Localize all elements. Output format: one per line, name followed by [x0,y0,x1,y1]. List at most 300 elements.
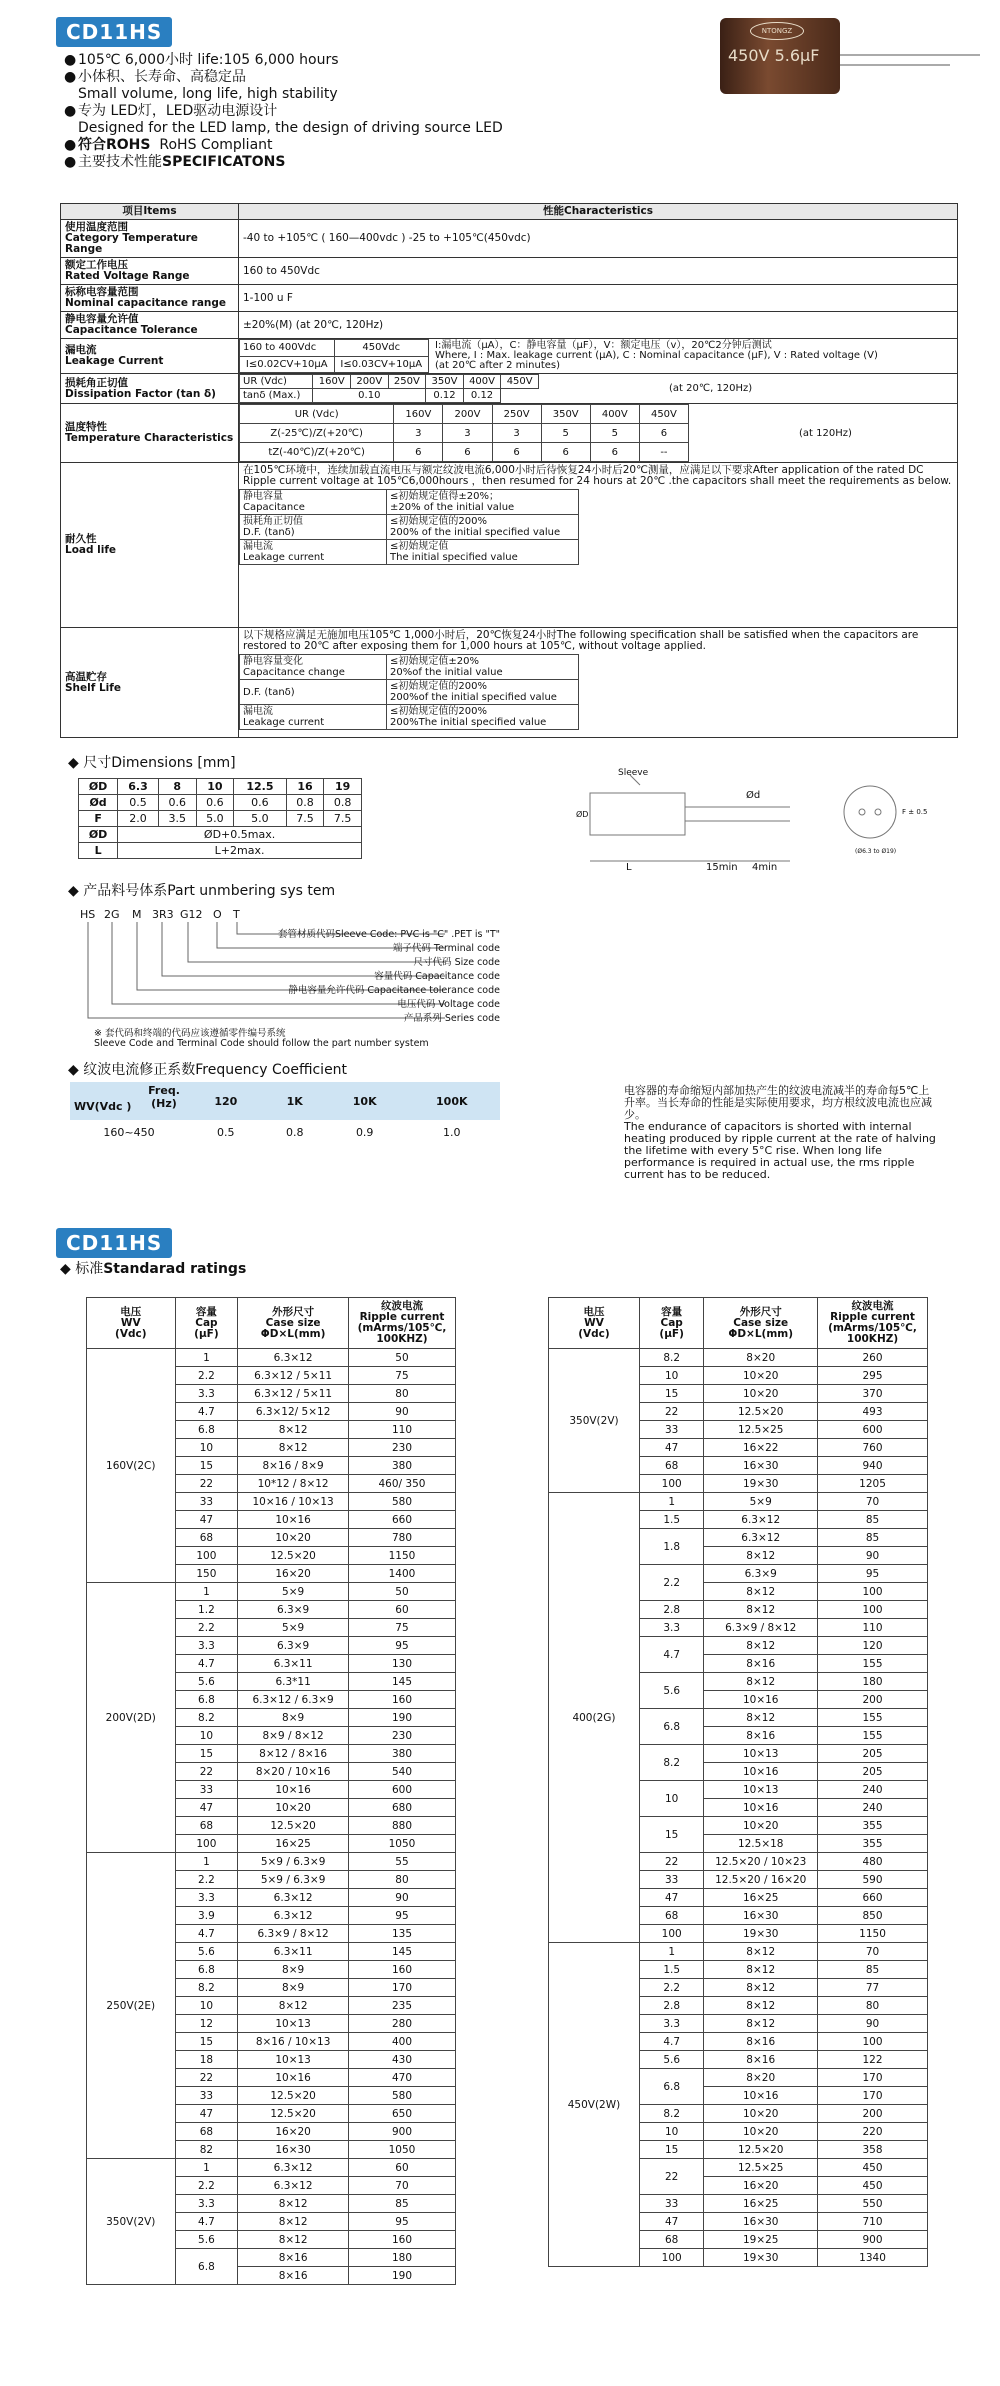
ratings-head-line: Cap [660,1316,683,1329]
ratings-ripple: 75 [348,1367,455,1385]
ratings-size: 12.5×20 / 10×23 [704,1853,818,1871]
tc-v350: 350V [541,405,590,424]
ratings-cap: 3.3 [639,2015,703,2033]
ratings-cap: 22 [639,2159,703,2195]
ratings-ripple: 160 [348,2231,455,2249]
ratings-ripple: 760 [818,1439,928,1457]
ratings-cap: 3.3 [639,1619,703,1637]
ratings-row [87,1349,456,1367]
ratings-size: 8×9 [238,1979,349,1997]
ratings-ripple: 90 [348,1889,455,1907]
ratings-voltage: 450V(2W) [549,1943,640,2267]
partnum-title: ◆ 产品料号体系Part unmbering sys tem [68,883,336,899]
ll-df-v2: 200% of the initial specified value [390,527,561,538]
ratings-head-line: 外形尺寸 [739,1305,782,1318]
ratings-cap: 15 [639,1385,703,1403]
leak-note1: I:漏电流（μA），C：静电容量（μF），V：额定电压（v），20℃2分钟后测试 [435,340,772,351]
freq-note-cn: 电容器的寿命缩短内部加热产生的纹波电流减半的寿命每5℃上升率。当长寿命的性能是实际使用要求，均方根纹波电流也应减少。 [624,1084,932,1121]
ratings-row [87,1853,456,1871]
dim-cell: ØD+0.5max. [118,827,362,843]
ratings-size: 8×12 [704,1997,818,2015]
pn-note1: ※ 套代码和终端的代码应该遵循零件编号系统 [94,1028,286,1039]
ratings-size: 8×12 [704,1601,818,1619]
ratings-size: 10×16 / 10×13 [238,1493,349,1511]
ratings-cap: 68 [639,1907,703,1925]
ratings-cap: 1.5 [639,1961,703,1979]
dim-cell: 6.3 [118,779,159,795]
ratings-cap: 12 [175,2015,238,2033]
freq-col: 120 [188,1082,264,1120]
dim-cell: Ød [79,795,118,811]
ratings-ripple: 75 [348,1619,455,1637]
ratings-cap: 2.2 [175,2177,238,2195]
ll-lc-en: Leakage current [243,552,325,563]
ratings-cap: 22 [639,1853,703,1871]
ratings-size: 5×9 [238,1619,349,1637]
ratings-row [87,1583,456,1601]
ratings-size: 19×30 [704,2249,818,2267]
sl-cn: 高温贮存 [65,670,107,683]
tc-r2-v: 6 [443,443,492,462]
ratings-ripple: 850 [818,1907,928,1925]
pn-code: O [213,908,222,921]
ratings-cap: 4.7 [175,1925,238,1943]
tc-r1-v: 3 [443,424,492,443]
ratings-cap: 15 [639,2141,703,2159]
ratings-head-line: 电压 [583,1305,605,1318]
ratings-cap: 68 [175,2123,238,2141]
ratings-ripple: 660 [348,1511,455,1529]
len4-label: 4min [752,862,778,873]
ratings-cap: 6.8 [175,1691,238,1709]
ratings-size: 5×9 / 6.3×9 [238,1871,349,1889]
sl-df-en: D.F. (tanδ) [243,686,295,698]
ratings-head-line: 100KHZ) [376,1333,428,1345]
ratings-ripple: 470 [348,2069,455,2087]
cap-cn: 标称电容量范围 [65,286,139,298]
ratings-size: 10×20 [704,1367,818,1385]
df-v160: 160V [313,375,351,389]
ratings-size: 6.3×12 [238,1907,349,1925]
ratings-size: 12.5×20 [704,1403,818,1421]
df-tan: tanδ (Max.) [240,389,313,403]
ratings-ripple: 145 [348,1673,455,1691]
ratings-title-en: Standarad ratings [103,1261,247,1277]
ratings-cap: 1 [175,1853,238,1871]
ratings-size: 8×12 [238,2213,349,2231]
ratings-size: 8×16 / 10×13 [238,2033,349,2051]
ratings-ripple: 145 [348,1943,455,1961]
ratings-cap: 47 [639,2213,703,2231]
ratings-size: 6.3×11 [238,1655,349,1673]
ratings-cap: 1 [175,1349,238,1367]
ratings-ripple: 70 [348,2177,455,2195]
dim-cell: ØD [79,827,118,843]
dimensions-table [78,778,362,859]
ratings-head-line: (μF) [194,1327,219,1340]
capacitor-label: 450V 5.6μF [728,46,820,65]
ratings-cap: 15 [175,1745,238,1763]
df-v400: 400V [463,375,501,389]
pn-note2: Sleeve Code and Terminal Code should follow the part number system [94,1038,429,1049]
ratings-cap: 5.6 [175,2231,238,2249]
ratings-ripple: 190 [348,1709,455,1727]
ratings-voltage: 250V(2E) [87,1853,176,2159]
ratings-cap: 68 [175,1529,238,1547]
ratings-size: 10×13 [238,2051,349,2069]
ratings-head-line: (Vdc) [578,1327,610,1340]
ratings-head-line: 容量 [195,1305,217,1318]
ratings-size: 8×12 [704,1583,818,1601]
ratings-ripple: 205 [818,1745,928,1763]
dim-cell: 2.0 [118,811,159,827]
ratings-ripple: 230 [348,1727,455,1745]
sl-text: 以下规格应满足无施加电压105℃ 1,000小时后，20℃恢复24小时The following specification shall be satisfied when the capacitors are restored to 20℃ after exposing them for 1,000 hours at 105℃, without voltage applied. [243,629,919,652]
ll-df-en: D.F. (tanδ) [243,527,295,538]
dim-cell: 16 [286,779,324,795]
ratings-cap: 3.3 [175,1637,238,1655]
ratings-head [549,1298,640,1349]
tc-r1-v: 3 [394,424,443,443]
leak-en: Leakage Current [65,355,164,367]
spec-table [60,203,958,738]
ratings-cap: 8.2 [639,2105,703,2123]
ratings-head-line: WV [584,1316,604,1329]
ratings-cap: 10 [639,1367,703,1385]
pn-line: 端子代码 Terminal code [392,943,500,954]
ratings-ripple: 50 [348,1583,455,1601]
ratings-head-line: Ripple current [359,1311,445,1323]
ratings-size: 19×30 [704,1475,818,1493]
ratings-ripple: 80 [348,1385,455,1403]
ratings-ripple: 100 [818,1583,928,1601]
ratings-ripple: 95 [818,1565,928,1583]
ratings-ripple: 160 [348,1961,455,1979]
ratings-cap: 6.8 [175,1421,238,1439]
volt-en: Rated Voltage Range [65,270,190,282]
ratings-ripple: 580 [348,2087,455,2105]
freq-table [70,1082,500,1145]
ratings-head [639,1298,703,1349]
ratings-head-line: Ripple current [830,1311,915,1323]
ratings-head [818,1298,928,1349]
freq-col: 1K [264,1082,326,1120]
ratings-badge: CD11HS [56,1228,172,1258]
ratings-cap: 6.8 [639,2069,703,2105]
dimension-drawing [560,765,830,875]
ratings-cap: 1.5 [639,1511,703,1529]
ratings-ripple: 355 [818,1835,928,1853]
ratings-size: 6.3×12 [704,1529,818,1547]
ratings-ripple: 205 [818,1763,928,1781]
sl-lc-en: Leakage current [243,717,325,728]
ratings-size: 8×16 [704,2051,818,2069]
ratings-size: 16×22 [704,1439,818,1457]
ratings-size: 16×25 [704,1889,818,1907]
ratings-ripple: 450 [818,2159,928,2177]
ratings-cap: 5.6 [175,1943,238,1961]
tc-v400: 400V [590,405,639,424]
ratings-ripple: 660 [818,1889,928,1907]
tc-v160: 160V [394,405,443,424]
ratings-size: 10×13 [704,1745,818,1763]
ratings-cap: 47 [175,1511,238,1529]
ratings-size: 12.5×25 [704,1421,818,1439]
ratings-ripple: 85 [818,1529,928,1547]
ratings-size: 8×20 [704,2069,818,2087]
ratings-row [549,1349,928,1367]
ratings-ripple: 1150 [818,1925,928,1943]
ratings-cap: 1.8 [639,1529,703,1565]
ratings-cap: 2.2 [175,1871,238,1889]
ratings-head [87,1298,176,1349]
df-cn: 损耗角正切值 [65,376,128,389]
ratings-size: 16×30 [704,2213,818,2231]
feature-small-cn: 小体积、长寿命、高稳定品 [78,69,246,85]
ratings-size: 8×12 [704,1961,818,1979]
partnum-title-text: 产品料号体系Part unmbering sys tem [83,883,336,899]
feature-small-en: Small volume, long life, high stability [78,86,338,102]
ratings-size: 12.5×20 [704,2141,818,2159]
ratings-size: 6.3×12 / 5×11 [238,1385,349,1403]
ratings-row [87,2159,456,2177]
freq-note-en: The endurance of capacitors is shorted with internal heating produced by ripple current at the rate of halving the lifetime with every 5°C rise. When long life performance is required in actual use, the rms ripple current has to be reduced. [624,1120,936,1181]
ratings-head-line: WV [120,1316,141,1329]
pn-code: M [132,908,142,921]
dim-cell: 10 [196,779,234,795]
cap-en: Nominal capacitance range [65,297,227,309]
pn-line: 套管材质代码Sleeve Code: PVC is "C" .PET is "T" [278,929,500,940]
ratings-cap: 15 [175,2033,238,2051]
tol-val: ±20%(M) (at 20℃, 120Hz) [239,312,958,339]
ratings-size: 6.3×12 [238,1889,349,1907]
ratings-cap: 3.9 [175,1907,238,1925]
sleeve-label: Sleeve [618,768,649,778]
ratings-size: 5×9 [238,1583,349,1601]
tc-r1-v: 5 [590,424,639,443]
ratings-size: 8×12 [704,1673,818,1691]
ratings-ripple: 380 [348,1745,455,1763]
ratings-voltage: 160V(2C) [87,1349,176,1583]
tc-r2-v: 6 [590,443,639,462]
ratings-size: 6.3×9 [704,1565,818,1583]
ratings-cap: 8.2 [175,1979,238,1997]
ratings-ripple: 650 [348,2105,455,2123]
ratings-ripple: 590 [818,1871,928,1889]
pn-line: 容量代码 Capacitance code [374,971,500,982]
ratings-cap: 1.2 [175,1601,238,1619]
ratings-ripple: 160 [348,1691,455,1709]
ratings-cap: 47 [639,1439,703,1457]
ratings-ripple: 155 [818,1655,928,1673]
df-val3: 0.12 [463,389,501,403]
ratings-ripple: 135 [348,1925,455,1943]
ratings-cap: 100 [175,1835,238,1853]
ratings-size: 16×25 [238,1835,349,1853]
ratings-ripple: 122 [818,2051,928,2069]
ratings-cap: 4.7 [175,1403,238,1421]
feature-life: 105℃ 6,000小时 life:105 6,000 hours [78,52,339,68]
ratings-ripple: 600 [348,1781,455,1799]
cap-val: 1-100 u F [239,285,958,312]
pn-line: 电压代码 Voltage code [397,999,500,1010]
ratings-ripple: 50 [348,1349,455,1367]
tc-note: (at 120Hz) [799,427,852,439]
tol-cn: 静电容量允许值 [65,313,139,325]
ratings-size: 10×16 [238,1511,349,1529]
dim-cell: 0.6 [196,795,234,811]
ratings-size: 12.5×20 [238,1817,349,1835]
freq-col: 10K [326,1082,404,1120]
ll-cn: 耐久性 [65,533,97,545]
ratings-ripple: 95 [348,1637,455,1655]
tc-cn: 温度特性 [65,421,107,433]
ratings-cap: 6.8 [639,1709,703,1745]
ratings-ripple: 358 [818,2141,928,2159]
freq-value: 0.8 [285,1126,304,1139]
leak-a: 160 to 400Vdc [240,340,335,357]
ratings-size: 10×20 [238,1799,349,1817]
ratings-cap: 100 [639,1925,703,1943]
ratings-ripple: 77 [818,1979,928,1997]
ratings-cap: 8.2 [639,1349,703,1367]
ratings-ripple: 900 [348,2123,455,2141]
ratings-ripple: 110 [348,1421,455,1439]
ratings-ripple: 190 [348,2267,455,2285]
freq-head-freq: Freq.(Hz) [148,1084,180,1110]
ratings-cap: 33 [639,1421,703,1439]
ratings-ripple: 400 [348,2033,455,2051]
ratings-size: 8×9 [238,1961,349,1979]
ratings-cap: 22 [175,1475,238,1493]
ratings-cap: 22 [175,1763,238,1781]
volt-cn: 额定工作电压 [65,259,128,271]
ratings-size: 8×12 / 8×16 [238,1745,349,1763]
ratings-ripple: 85 [348,2195,455,2213]
sl-cap-v1: ≤初始规定值±20% [390,656,479,667]
ratings-ripple: 180 [348,2249,455,2267]
ratings-ripple: 1340 [818,2249,928,2267]
ratings-size: 10×16 [704,1763,818,1781]
f-label: F ± 0.5 [902,808,928,816]
ratings-size: 16×20 [238,2123,349,2141]
ratings-ripple: 55 [348,1853,455,1871]
dimensions-title-text: 尺寸Dimensions [mm] [83,755,236,771]
ll-text: 在105℃环境中，连续加载直流电压与额定纹波电流6,000小时后待恢复24小时后20℃测量，应满足以下要求After application of the rated DC Ripple current voltage at 105℃6,000hours ，then resumed for 24 hours at 20℃ .the capacitors shall meet the requirements as below. [243,464,952,487]
ratings-ripple: 220 [818,2123,928,2141]
ratings-ripple: 580 [348,1493,455,1511]
dimensions-title: ◆ 尺寸Dimensions [mm] [68,755,236,771]
ratings-size: 12.5×25 [704,2159,818,2177]
tc-r2: tZ(-40℃)/Z(+20℃) [240,443,394,462]
ll-en: Load life [65,544,117,556]
ratings-ripple: 380 [348,1457,455,1475]
ratings-size: 10×20 [704,2123,818,2141]
df-note: (at 20℃, 120Hz) [669,383,753,394]
ratings-ripple: 1150 [348,1547,455,1565]
ratings-ripple: 90 [818,1547,928,1565]
dim-cell: 0.8 [286,795,324,811]
ratings-table-left [86,1297,456,2285]
ratings-cap: 4.7 [175,1655,238,1673]
ratings-cap: 47 [175,2105,238,2123]
ratings-size: 6.3×9 / 8×12 [704,1619,818,1637]
ratings-cap: 2.2 [175,1367,238,1385]
dim-cell: 19 [324,779,362,795]
ratings-size: 10*12 / 8×12 [238,1475,349,1493]
ratings-head-line: 纹波电流 [380,1300,423,1312]
tol-en: Capacitance Tolerance [65,324,198,336]
ratings-size: 16×25 [704,2195,818,2213]
ratings-cap: 2.8 [639,1997,703,2015]
tc-en: Temperature Characteristics [65,432,234,444]
ratings-size: 8×12 [238,1421,349,1439]
ratings-ripple: 900 [818,2231,928,2249]
df-val2: 0.12 [426,389,464,403]
sl-cap-cn: 静电容量变化 [243,656,303,667]
spec-title-cn: 主要技术性能 [78,154,162,170]
ratings-ripple: 100 [818,2033,928,2051]
ratings-ripple: 260 [818,1349,928,1367]
ratings-head-line: (Vdc) [115,1327,147,1340]
ratings-cap: 10 [639,1781,703,1817]
ratings-cap: 4.7 [175,2213,238,2231]
ratings-size: 12.5×20 [238,1547,349,1565]
len15-label: 15min [706,862,738,873]
ratings-cap: 15 [639,1817,703,1853]
ratings-size: 16×30 [704,1907,818,1925]
ratings-ripple: 155 [818,1709,928,1727]
ratings-ripple: 80 [348,1871,455,1889]
ratings-cap: 33 [175,1781,238,1799]
pn-line: 产品系列 Series code [403,1013,500,1024]
ratings-size: 10×13 [238,2015,349,2033]
ratings-ripple: 80 [818,1997,928,2015]
temp-cn: 使用温度范围 [65,221,128,233]
df-ur: UR (Vdc) [240,375,313,389]
pn-line: 静电容量允许代码 Capacitance tolerance code [288,985,500,996]
ratings-cap: 4.7 [639,1637,703,1673]
ratings-size: 8×20 / 10×16 [238,1763,349,1781]
ratings-cap: 5.6 [639,2051,703,2069]
ratings-ripple: 130 [348,1655,455,1673]
sl-inner [239,654,579,730]
ratings-size: 12.5×18 [704,1835,818,1853]
ratings-ripple: 1050 [348,1835,455,1853]
dim-cell: 7.5 [324,811,362,827]
ll-lc-cn: 漏电流 [243,541,273,552]
dim-cell: 8 [158,779,196,795]
pn-code: 2G [104,908,120,921]
ratings-title-cn: 标准 [75,1261,104,1277]
ratings-cap: 10 [175,1997,238,2015]
ratings-ripple: 710 [818,2213,928,2231]
ratings-size: 8×12 [238,1997,349,2015]
ll-lc-v2: The initial specified value [390,552,518,563]
dim-cell: 7.5 [286,811,324,827]
ratings-ripple: 355 [818,1817,928,1835]
ratings-cap: 5.6 [175,1673,238,1691]
feature-led-en: Designed for the LED lamp, the design of driving source LED [78,120,503,136]
dim-cell: F [79,811,118,827]
ratings-ripple: 1205 [818,1475,928,1493]
df-inner [239,374,539,403]
dim-cell: 0.6 [234,795,286,811]
ratings-size: 6.3×12 [238,1349,349,1367]
ratings-cap: 33 [639,1871,703,1889]
leak-d: I≤0.03CV+10μA [334,356,429,373]
ratings-size: 6.3*11 [238,1673,349,1691]
